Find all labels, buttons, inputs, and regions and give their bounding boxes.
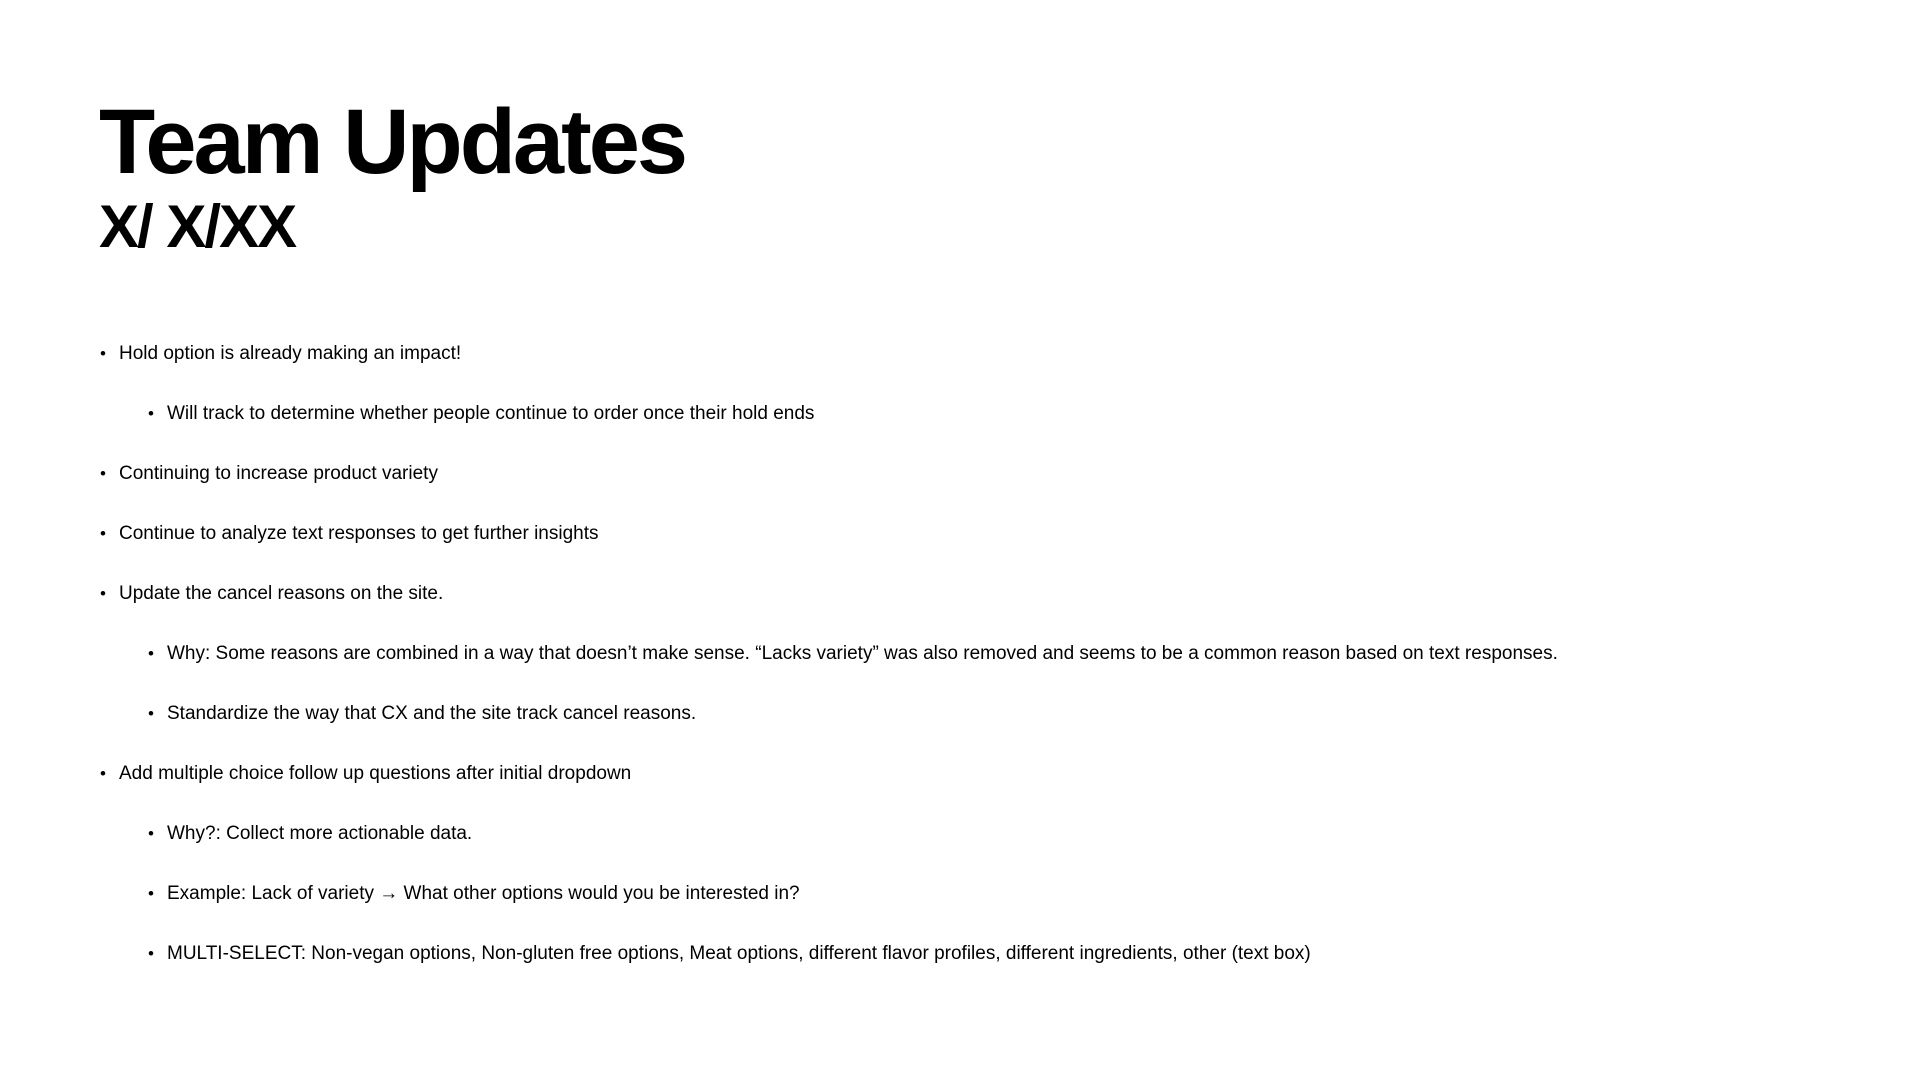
bullet-text: Will track to determine whether people continue to order once their hold ends bbox=[167, 403, 815, 424]
bullet-dot: • bbox=[148, 704, 154, 723]
bullet-dot: • bbox=[100, 464, 106, 483]
bullet-dot: • bbox=[148, 884, 154, 903]
bullet-text: Add multiple choice follow up questions after initial dropdown bbox=[119, 763, 632, 784]
bullet-text: Example: Lack of variety → What other options would you be interested in? bbox=[167, 883, 800, 904]
bullet-text: Continue to analyze text responses to get further insights bbox=[119, 523, 599, 544]
bullet-text: Why?: Collect more actionable data. bbox=[167, 823, 473, 844]
bullet-dot: • bbox=[100, 344, 106, 363]
bullet-text: Standardize the way that CX and the site track cancel reasons. bbox=[167, 703, 697, 724]
bullet-dot: • bbox=[100, 524, 106, 543]
bullet-dot: • bbox=[148, 404, 154, 423]
slide-title: Team Updates bbox=[99, 91, 686, 193]
bullet-text: MULTI-SELECT: Non-vegan options, Non-gluten free options, Meat options, different flavor profiles, different ingredients, other (text box) bbox=[167, 943, 1311, 964]
bullet-dot: • bbox=[148, 824, 154, 843]
bullet-dot: • bbox=[100, 764, 106, 783]
bullet-dot: • bbox=[148, 944, 154, 963]
bullet-text: Update the cancel reasons on the site. bbox=[119, 583, 444, 604]
bullet-dot: • bbox=[148, 644, 154, 663]
bullet-dot: • bbox=[100, 584, 106, 603]
bullet-text: Hold option is already making an impact! bbox=[119, 343, 462, 364]
bullet-text: Continuing to increase product variety bbox=[119, 463, 438, 484]
slide-subtitle: X/ X/XX bbox=[99, 193, 296, 260]
bullet-text: Why: Some reasons are combined in a way that doesn’t make sense. “Lacks variety” was also removed and seems to be a common reason based on text responses. bbox=[167, 643, 1558, 664]
